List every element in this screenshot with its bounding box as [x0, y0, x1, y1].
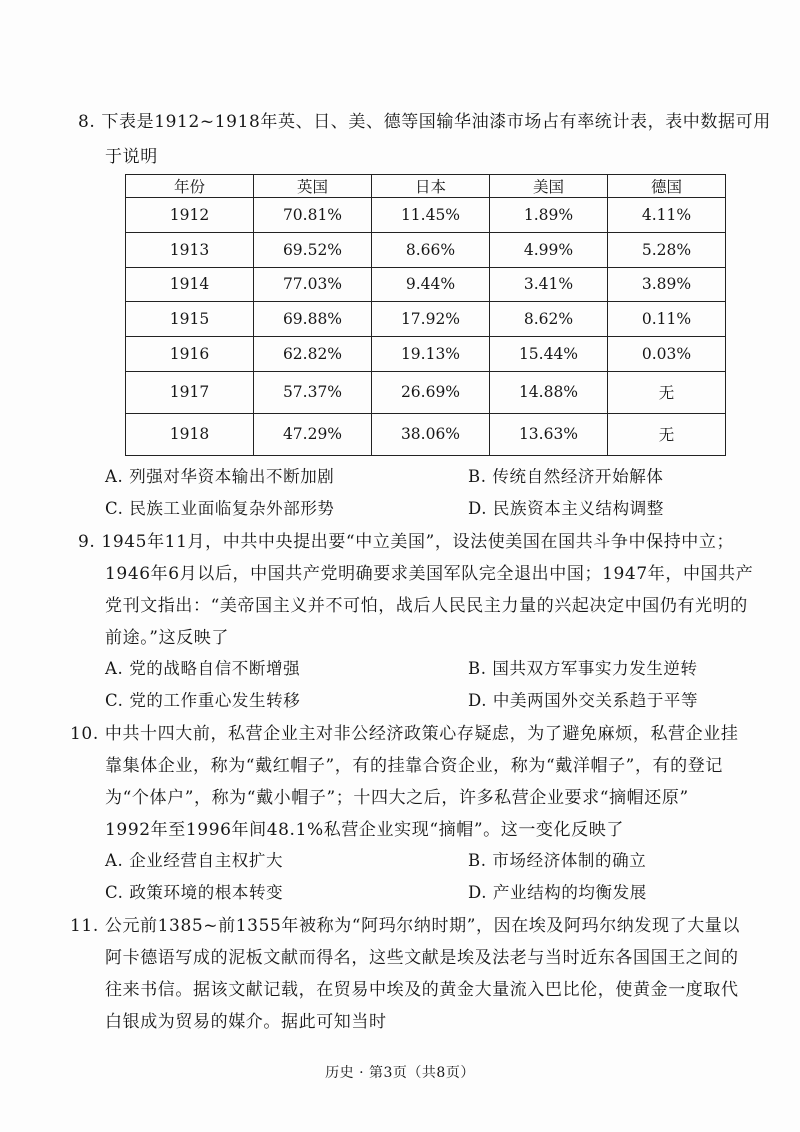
table-cell: 1912 [126, 198, 254, 233]
table-cell: 0.11% [608, 302, 726, 337]
table-row [126, 198, 726, 233]
q8-option-a: A. 列强对华资本输出不断加剧 [105, 467, 335, 486]
table-row [126, 302, 726, 337]
table-cell: 15.44% [490, 337, 608, 372]
q11-stem-line4: 白银成为贸易的媒介。据此可知当时 [105, 1012, 387, 1032]
q8-stem-line2: 于说明 [105, 147, 158, 167]
table-cell: 14.88% [490, 371, 608, 413]
q10-stem-line1: 10. 中共十四大前，私营企业主对非公经济政策心存疑虑，为了避免麻烦，私营企业挂 [70, 724, 739, 744]
table-row [126, 413, 726, 455]
table-cell: 0.03% [608, 337, 726, 372]
q9-stem-line2: 1946年6月以后，中国共产党明确要求美国军队完全退出中国；1947年，中国共产 [105, 564, 754, 584]
q9-option-b: B. 国共双方军事实力发生逆转 [468, 659, 698, 678]
table-cell: 无 [608, 413, 726, 455]
q8-option-b: B. 传统自然经济开始解体 [468, 467, 664, 486]
table-row [126, 232, 726, 267]
q9-stem-line1: 9. 1945年11月，中共中央提出要“中立美国”，设法使美国在国共斗争中保持中立； [78, 532, 735, 552]
table-cell: 1916 [126, 337, 254, 372]
table-cell: 1913 [126, 232, 254, 267]
q8-option-d: D. 民族资本主义结构调整 [468, 499, 664, 518]
q10-option-a: A. 企业经营自主权扩大 [105, 851, 284, 870]
table-cell: 4.11% [608, 198, 726, 233]
table-cell: 1914 [126, 267, 254, 302]
table-cell: 13.63% [490, 413, 608, 455]
table-cell: 17.92% [372, 302, 490, 337]
table-header-row [126, 175, 726, 198]
header-cell: 美国 [490, 175, 608, 198]
header-cell: 英国 [254, 175, 372, 198]
q10-stem-line2: 靠集体企业，称为“戴红帽子”，有的挂靠合资企业，称为“戴洋帽子”，有的登记 [105, 756, 723, 776]
page-footer: 历史 · 第3页（共8页） [325, 1065, 475, 1081]
q10-stem-line4: 1992年至1996年间48.1%私营企业实现“摘帽”。这一变化反映了 [105, 820, 624, 840]
table-row [126, 267, 726, 302]
table-cell: 77.03% [254, 267, 372, 302]
table-cell: 无 [608, 371, 726, 413]
table-row [126, 337, 726, 372]
table-cell: 38.06% [372, 413, 490, 455]
header-cell: 年份 [126, 175, 254, 198]
table-cell: 69.52% [254, 232, 372, 267]
table-cell: 1917 [126, 371, 254, 413]
table-cell: 3.89% [608, 267, 726, 302]
q9-option-a: A. 党的战略自信不断增强 [105, 659, 301, 678]
q10-option-d: D. 产业结构的均衡发展 [468, 883, 647, 902]
table-row [126, 371, 726, 413]
table-cell: 1918 [126, 413, 254, 455]
table-cell: 26.69% [372, 371, 490, 413]
table-cell: 62.82% [254, 337, 372, 372]
table-cell: 3.41% [490, 267, 608, 302]
q9-option-c: C. 党的工作重心发生转移 [105, 691, 301, 710]
table-cell: 5.28% [608, 232, 726, 267]
table-cell: 8.62% [490, 302, 608, 337]
q8-data-table [125, 174, 726, 456]
q9-stem-line3: 党刊文指出：“美帝国主义并不可怕，战后人民民主力量的兴起决定中国仍有光明的 [105, 596, 748, 616]
table-cell: 9.44% [372, 267, 490, 302]
table-cell: 1915 [126, 302, 254, 337]
table-cell: 70.81% [254, 198, 372, 233]
q9-stem-line4: 前途。”这反映了 [105, 628, 229, 648]
q9-option-d: D. 中美两国外交关系趋于平等 [468, 691, 699, 710]
table-cell: 8.66% [372, 232, 490, 267]
q10-stem-line3: 为“个体户”，称为“戴小帽子”；十四大之后，许多私营企业要求“摘帽还原” [105, 788, 689, 808]
q8-stem-line1: 8. 下表是1912~1918年英、日、美、德等国输华油漆市场占有率统计表，表中数据可用 [78, 112, 771, 132]
table-cell: 4.99% [490, 232, 608, 267]
q11-stem-line1: 11. 公元前1385~前1355年被称为“阿玛尔纳时期”，因在埃及阿玛尔纳发现了大量以 [70, 916, 740, 936]
table-cell: 11.45% [372, 198, 490, 233]
q10-option-b: B. 市场经济体制的确立 [468, 851, 647, 870]
table-cell: 19.13% [372, 337, 490, 372]
table-cell: 69.88% [254, 302, 372, 337]
q10-option-c: C. 政策环境的根本转变 [105, 883, 284, 902]
table-cell: 1.89% [490, 198, 608, 233]
table-cell: 47.29% [254, 413, 372, 455]
q11-stem-line2: 阿卡德语写成的泥板文献而得名，这些文献是埃及法老与当时近东各国国王之间的 [105, 948, 739, 968]
header-cell: 德国 [608, 175, 726, 198]
q11-stem-line3: 往来书信。据该文献记载，在贸易中埃及的黄金大量流入巴比伦，使黄金一度取代 [105, 980, 739, 1000]
q8-option-c: C. 民族工业面临复杂外部形势 [105, 499, 335, 518]
header-cell: 日本 [372, 175, 490, 198]
table-cell: 57.37% [254, 371, 372, 413]
